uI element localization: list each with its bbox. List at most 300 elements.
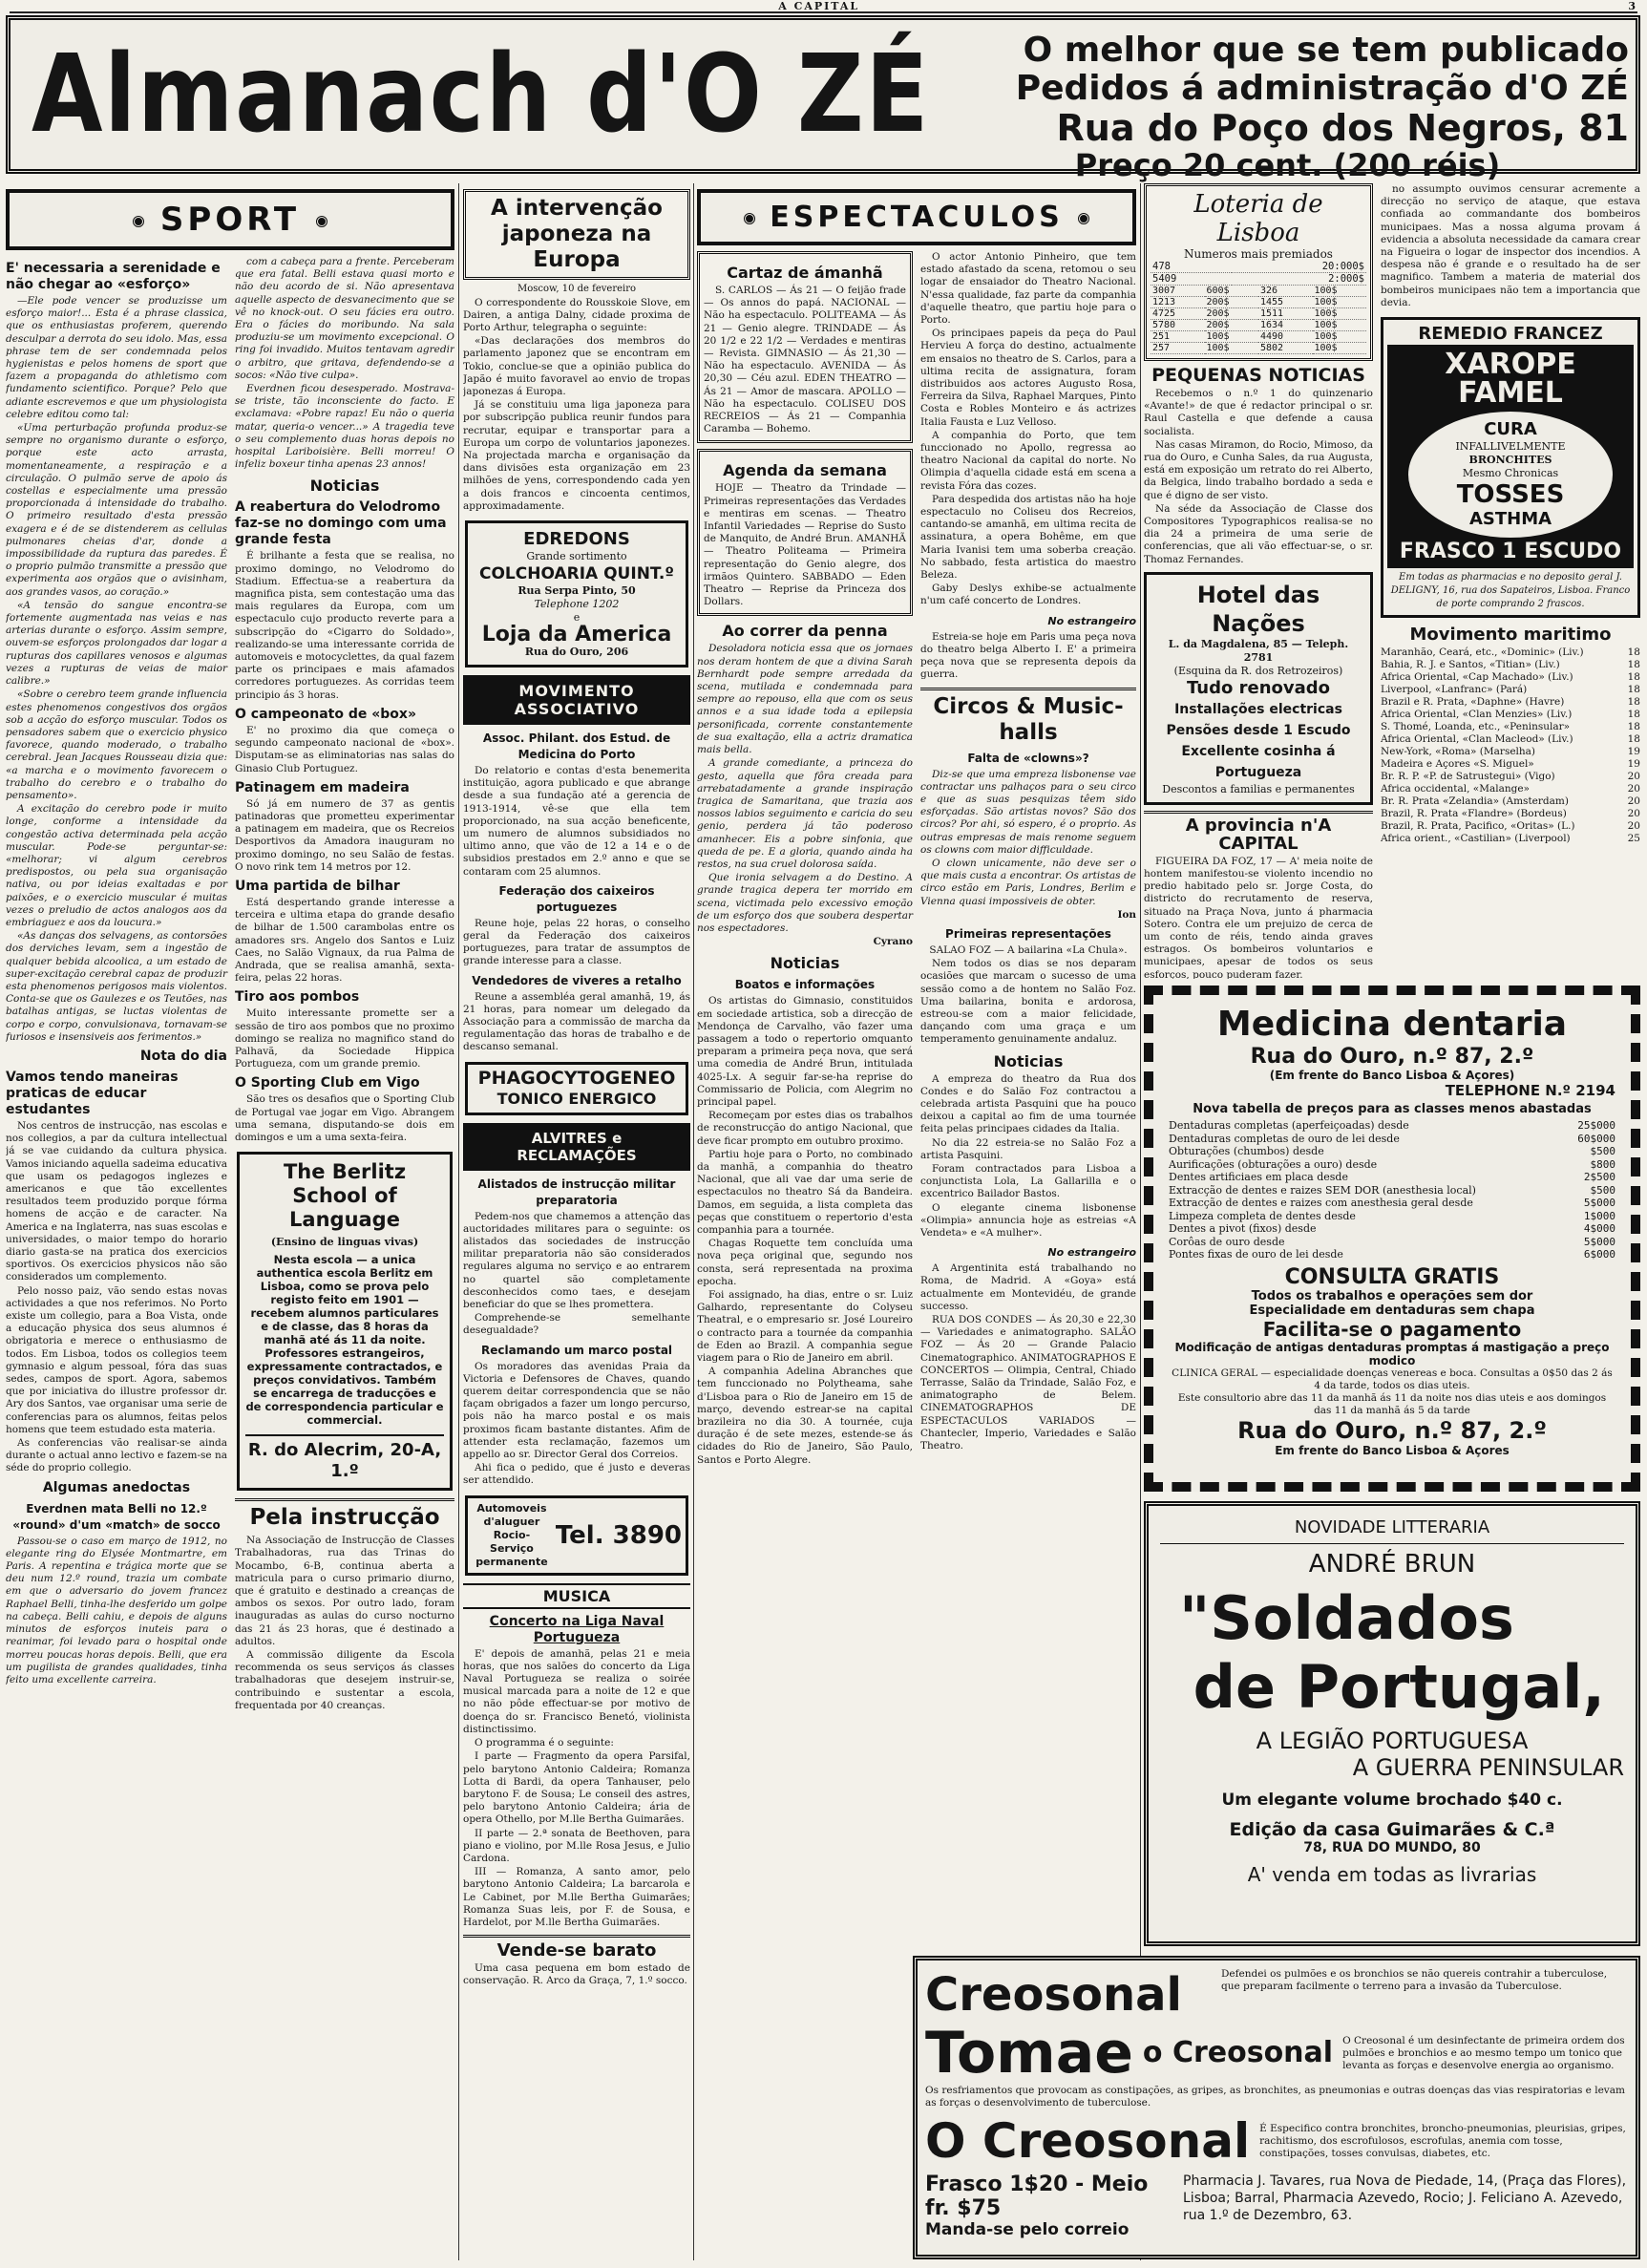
list-item xyxy=(1381,696,1640,709)
loteria-big-table xyxy=(1151,261,1366,286)
article-text: É brilhante a festa que se realisa, no proximo domingo, no Velodromo do Stadium. Effectua-se a reabertura da magnifica pista, sem contestação uma das mais regulares da Europa, com um espectaculo cujo producto reverte para a subscripção do «Cigarro do Soldado», realizando-se uma interessante corrida de automoveis e motocyclettes, da qual fazem parte os principaes e mais afamados corredores portuguezes. As corridas teem principio ás 3 horas. xyxy=(235,550,454,701)
espect-right xyxy=(920,251,1136,1468)
price-label: Dentes a pivot (fixos) desde xyxy=(1169,1222,1317,1235)
list-item xyxy=(1381,758,1640,771)
article-text: Recebemos o n.º 1 do quinzenario «Avante!» de que é redactor principal o sr. Raul Castella e que defende a causa socialista. xyxy=(1144,388,1373,437)
ad-line: É Especifico contra bronchites, broncho-pneumonias, pleurisias, gripes, rachitismo, dos escrofulosos, escrofulas, anemia com tosse, constipações, tosses convulsas, diabetes, etc. xyxy=(1259,2122,1626,2159)
ad-line: COLCHOARIA QUINT.º xyxy=(479,563,674,583)
article-title: E' necessaria a serenidade e não chegar ao «esforço» xyxy=(6,261,221,292)
article-title: Federação dos caixeiros portuguezes xyxy=(498,883,655,914)
ad-line: Descontos a familias e permanentes xyxy=(1162,782,1355,795)
ad-line: O Creosonal xyxy=(925,2113,1251,2169)
article-text: Comprehende-se semelhante desegualdade? xyxy=(463,1312,690,1337)
list-item xyxy=(1381,833,1640,845)
article-title: O campeonato de «box» xyxy=(235,706,416,722)
salao-title: SALAO FOZ — A bailarina «La Chula». xyxy=(929,943,1128,956)
ship-route: S. Thomé, Loanda, etc., «Peninsular» xyxy=(1381,721,1571,733)
list-item xyxy=(1381,684,1640,696)
ad-line: 78, RUA DO MUNDO, 80 xyxy=(1303,1840,1481,1855)
dental-horario: Este consultorio abre das 11 da manhã ás 11 da noite nos dias uteis e aos domingos das 11 da manhã ás 5 da tarde xyxy=(1177,1391,1607,1416)
bullet-icon xyxy=(743,212,756,225)
article-text: no assumpto ouvimos censurar acremente a direcção no serviço de ataque, que estava confiada ao commandante dos bombeiros municipaes. Mas a nossa alguma provam á evidencia a absoluta necessidade da camara crear na Figueira o logar de inspector dos incendios. A despesa não é grande e o resultado ha de ser magnifico. Tambem a materia de material dos bombeiros municipaes não tem a importancia que devia. xyxy=(1381,183,1640,308)
ad-line: e xyxy=(573,610,581,624)
article-text: A Argentinita está trabalhando no Roma, de Madrid. A «Goya» está actualmente em Montevidéu, de grande successo. xyxy=(920,1262,1136,1312)
musica-header: MUSICA xyxy=(463,1583,690,1609)
ship-day: 20 xyxy=(1627,820,1640,833)
article-text: Gaby Deslys exhibe-se actualmente n'um café concerto de Londres. xyxy=(920,583,1136,607)
ship-route: Brazil e R. Prata, «Daphne» (Havre) xyxy=(1381,696,1565,709)
primeiras-title: Primeiras representações xyxy=(945,926,1111,941)
article-text: «As danças dos selvagens, as contorsões dos derviches levam, sem a ingestão de qualquer bebida alcoolica, a um estado de super-excitação cerebral capaz de produzir esta phenomenos perigosos mais violentos. Conta-se que os Gaulezes e os Teutões, nas batalhas antigas, se luctas violentas de corpo e corpo, convulsionava, tornavam-se furiosos e insensiveis aos ferimentos.» xyxy=(6,930,227,1043)
price-row xyxy=(1169,1197,1615,1210)
berlitz-ad xyxy=(237,1152,453,1491)
price-row xyxy=(1169,1171,1615,1184)
table-row: 1213 200$ 1455 100$ xyxy=(1151,297,1366,308)
price-value: 60$000 xyxy=(1577,1132,1615,1145)
ship-route: Maranhão, Ceará, etc., «Dominic» (Liv.) xyxy=(1381,646,1584,659)
ship-day: 18 xyxy=(1627,721,1640,733)
price-label: Dentes artificiaes em placa desde xyxy=(1169,1171,1348,1183)
article-text: O programma é o seguinte: xyxy=(475,1737,614,1749)
japan-title: A intervenção japoneza na Europa xyxy=(463,189,690,280)
price-value: 1$000 xyxy=(1583,1209,1615,1222)
price-row xyxy=(1169,1145,1615,1158)
article-text: Nem todos os dias se nos deparam ocasiões que marcam o sucesso de uma sessão como a de hontem no Salão Foz. Uma bailarina, bonita e ardorosa, estreou-se com a maior felicidade, dançando com uma graça e um temperamento genuinamente andaluz. xyxy=(920,958,1136,1046)
sport-right xyxy=(235,256,454,1713)
article-text: Nos centros de instrucção, nas escolas e nos collegios, a par da cultura intellectual já se vae cuidando da cultura physica. Vamos iniciando aquella sadeima educativa que usam os pedagogos inglezes e americanos e que tão excellentes resultados teem produzido porque fórma homens de acção e de caracter. Na America e na Inglaterra, nas suas escolas e universidades, o maior tempo do horario diario gasta-se na pratica dos exercicios sportivos. Os exercicios physicos não são considerados um complemento. xyxy=(6,1119,227,1283)
noticias-title: Noticias xyxy=(770,954,840,973)
bullet-icon xyxy=(315,215,328,228)
article-text: A empreza do theatro da Rua dos Condes e do Salão Foz contractou a celebrada artista Pasquini que ha pouco deixou a capital ao fim de uma tournée feita pelas principaes cidades da Italia. xyxy=(920,1072,1136,1135)
ad-line: ANDRÉ BRUN xyxy=(1308,1550,1476,1579)
article-text: O elegante cinema lisbonense «Olimpia» annuncia hoje as estreias «A Vendeta» e «A mulher». xyxy=(920,1201,1136,1239)
ad-line: Installações electricas xyxy=(1174,701,1342,717)
list-item xyxy=(1381,646,1640,659)
article-text: «Sobre o cerebro teem grande influencia estes phenomenos congestivos dos orgãos sob a acção do esforço muscular. Todos os pensadores sabem que o exercicio physico favorece, quando moderado, o trabalho cerebral. Jean Jacques Rousseau dizia que: «a marcha e o movimento favorecem o trabalho do cerebro e o trabalho do pensamento». xyxy=(6,689,227,801)
ad-line: Pharmacia J. Tavares, rua Nova de Piedade, 14, (Praça das Flores), Lisboa; Barral, Pharmacia Azevedo, Rocio; J. Feliciano A. Azevedo, rua 1.º de Dezembro, 63. xyxy=(1183,2173,1627,2223)
article-text: Nas casas Miramon, do Rocio, Mimoso, da rua do Ouro, e Cunha Sales, da rua Augusta, está em exposição um retrato do rei Alberto, da Belgica, lindo trabalho bordado a seda e que é digno de ser visto. xyxy=(1144,438,1373,501)
list-item xyxy=(1381,808,1640,820)
espect-columns xyxy=(697,251,1136,1468)
bullet-icon xyxy=(1077,212,1090,225)
table-row: 478 20:000$ xyxy=(1152,261,1364,272)
article-text: A companhia do Porto, que tem funccionado no Apollo, regressa ao theatro Nacional da capital do norte. No Olimpia d'aquella cidade está em scena a revista Fóra das cozes. xyxy=(920,429,1136,492)
article-text: «A tensão do sangue encontra-se fortemente augmentada nas veias e nas arterias durante o esforço. Assim sempre, ouvem-se esforços prolongados dar logar a rupturas dos capillares venosos e algumas vezes a rupturas de veias de maior calibre.» xyxy=(6,599,227,688)
column-rule xyxy=(1140,183,1141,2260)
circos-title: Circos & Music-halls xyxy=(920,688,1136,746)
ship-day: 18 xyxy=(1627,659,1640,671)
creo-bottom xyxy=(925,2109,1628,2173)
signature: Cyrano xyxy=(873,936,913,948)
cartaz-box xyxy=(697,251,913,443)
loteria-box xyxy=(1144,183,1373,361)
banner-line2: Pedidos á administração d'O ZÉ xyxy=(1015,69,1629,108)
running-head xyxy=(10,0,1637,13)
price-label: Pontes fixas de ouro de lei desde xyxy=(1169,1248,1343,1261)
ship-day: 25 xyxy=(1627,833,1640,845)
banner-line3: Rua do Poço dos Negros, 81 xyxy=(1056,107,1629,149)
ad-line: Frasco 1$20 - Meio fr. $75 xyxy=(925,2173,1149,2220)
ad-line: "Soldados xyxy=(1179,1583,1514,1653)
ship-day: 18 xyxy=(1627,684,1640,696)
price-value: $500 xyxy=(1590,1145,1615,1157)
espect-left xyxy=(697,251,913,1468)
list-item xyxy=(1381,746,1640,758)
ad-line: ASTHMA xyxy=(1468,509,1552,530)
ad-line: EDREDONS xyxy=(523,528,630,549)
ad-line: CURA xyxy=(1484,419,1537,440)
dental-facil: Facilita-se o pagamento xyxy=(1262,1317,1522,1341)
price-value: 25$000 xyxy=(1577,1119,1615,1132)
article-title: Concerto na Liga Naval Portugueza xyxy=(489,1613,665,1645)
sport-columns xyxy=(6,256,454,1713)
ad-line: Defendei os pulmões e os bronchios se não quereis contrahir a tuberculose, que preparam facilmente o terreno para a invasão da Tuberculose. xyxy=(1221,1968,1608,1992)
list-item xyxy=(1381,709,1640,721)
list-item xyxy=(1381,659,1640,671)
dental-facil2: Modificação de antigas dentaduras promptas á mastigação a preço modico xyxy=(1174,1340,1610,1367)
table-row: 4725 200$ 1511 100$ xyxy=(1151,308,1366,320)
ship-day: 18 xyxy=(1627,709,1640,721)
noticias-title: Noticias xyxy=(993,1051,1064,1070)
agenda-title: Agenda da semana xyxy=(723,461,887,480)
article-text: No dia 22 estreia-se no Salão Foz a artista Pasquini. xyxy=(920,1136,1136,1161)
dental-clinica: CLINICA GERAL — especialidade doenças venereas e boca. Consultas a 0$50 das 2 ás 4 da tarde, todos os dias uteis. xyxy=(1172,1367,1613,1391)
ad-line: FRASCO 1 ESCUDO xyxy=(1399,540,1622,564)
column-loteria xyxy=(1144,183,1373,979)
dental-address2: (Em frente do Banco Lisboa & Açores) xyxy=(1269,1069,1515,1082)
article-text: Pedem-nos que chamemos a attenção das auctoridades militares para o seguinte: os alistados das sociedades de instrucção militar preparatoria não são considerados regulares alguma no serviço e ao entrarem no quartel são completamente desconhecidos como taes, e desejam beneficiar do que se lhes promettera. xyxy=(463,1210,690,1311)
article-text: Foram contractados para Lisboa a conjunctista Lola, La Gallarilla e o excentrico Bailador Bastos. xyxy=(920,1162,1136,1200)
creosonal-ad xyxy=(913,1956,1640,2259)
price-label: Obturações (chumbos) desde xyxy=(1169,1145,1324,1157)
ad-line: o Creosonal xyxy=(1142,2036,1334,2069)
price-row xyxy=(1169,1222,1615,1236)
price-value: 6$000 xyxy=(1583,1248,1615,1261)
ship-route: Africa Oriental, «Clan Macleod» (Liv.) xyxy=(1381,733,1573,746)
dental-gratis: CONSULTA GRATIS xyxy=(1284,1264,1500,1289)
banner-line4: Preço 20 cent. (200 réis) xyxy=(1074,147,1501,183)
ship-day: 20 xyxy=(1627,771,1640,783)
article-text: II parte — 2.ª sonata de Beethoven, para piano e violino, por M.lle Rosa Jesus, e Julio Cardona. xyxy=(463,1827,690,1864)
article-title: Alistados de instrucção militar preparatoria xyxy=(477,1176,676,1207)
movimento-list xyxy=(1381,646,1640,845)
ship-day: 20 xyxy=(1627,795,1640,808)
phagocytogeneo-ad xyxy=(465,1062,688,1115)
price-label: Corôas de ouro desde xyxy=(1169,1235,1285,1248)
article-text: O clown unicamente, não deve ser o que mais custa a encontrar. Os artistas de circo estão em Paris, Londres, Berlim e Vienna quasi impossiveis de obter. xyxy=(920,857,1136,907)
bullet-icon xyxy=(132,215,145,228)
ship-route: New-York, «Roma» (Marselha) xyxy=(1381,746,1536,758)
ship-day: 19 xyxy=(1627,758,1640,771)
article-text: Do relatorio e contas d'esta benemerita instituição, agora publicado e que abrange desde a sua fundação até a gerencia de 1913-1914, vê-se que ella tem proporcionado, na sua acção beneficente, um numero de alumnos subsidiados no ultimo anno, que vão de 12 a 14 e o de subsidios prestados em 2.º anno e que se contaram com 25 alumnos. xyxy=(463,764,690,878)
ship-day: 18 xyxy=(1627,696,1640,709)
dental-address4: Em frente do Banco Lisboa & Açores xyxy=(1275,1443,1510,1457)
ad-line: Os resfriamentos que provocam as constipações, as gripes, as bronchites, as pneumonias e outras doenças das vias respiratorias e levam as forças o desenvolvimento de tuberculose. xyxy=(925,2085,1625,2109)
article-text: Os principaes papeis da peça do Paul Hervieu A força do destino, actualmente em ensaios no theatro de S. Carlos, para a ultima recita de assignatura, foram distribuidos aos actores Augusto Rosa, Ferreira da Silva, Raphael Marques, Pinto Costa e Robles Monteiro e ás actrizes Italia Fausta e Luz Velloso. xyxy=(920,328,1136,428)
pequenas-title: PEQUENAS NOTICIAS xyxy=(1151,365,1365,386)
banner-line1: O melhor que se tem publicado xyxy=(1023,31,1629,70)
list-item xyxy=(1381,733,1640,746)
list-item xyxy=(1381,795,1640,808)
column-rule xyxy=(693,183,694,2260)
running-head-center: A CAPITAL xyxy=(778,0,860,12)
boatos-title: Boatos e informações xyxy=(734,978,876,992)
ad-line: TOSSES xyxy=(1456,480,1565,510)
article-text: Está despertando grande interesse a terceira e ultima etapa do grande desafio de bilhar de 1.500 carambolas entre os amadores srs. Angelo dos Santos e Luiz Caes, no Salão Vignaux, da rua Palma de Andrada, que se realisa amanhã, sexta-feira, pelas 22 horas. xyxy=(235,896,454,985)
article-text: As conferencias vão realisar-se ainda durante o actual anno lectivo e fazem-se na séde do proprio collegio. xyxy=(6,1437,228,1474)
article-text: RUA DOS CONDES — Ás 20,30 e 22,30 — Variedades e animatographo. SALÃO FOZ — Ás 20 — Grande Palacio Cinematographico. ANIMATOGRAPHOS E CONCERTOS — Olimpia, Central, Chiado Terrasse, Salão da Trindade, Salão Foz, e animatographo de Belem. CINEMATOGRAPHOS DE ESPECTACULOS VARIADOS — Chantecler, Imperio, Variedades e Salão Theatro. xyxy=(920,1314,1136,1452)
article-text: «Das declarações dos membros do parlamento japonez que se encontram em Tokio, conclue-se que a opinião publica do Japão é muito favoravel ao envio de tropas japonezas á Europa. xyxy=(463,335,690,397)
estrangeiro-title: No estrangeiro xyxy=(1047,1246,1136,1260)
ad-line: PHAGOCYTOGENEO xyxy=(477,1067,676,1089)
article-text: Muito interessante promette ser a sessão de tiro aos pombos que no proximo domingo se realiza no magnifico stand do Palhavã, da Sociedade Hippica Portugueza, com um grande premio. xyxy=(235,1007,454,1070)
article-text: Os moradores das avenidas Praia da Victoria e Defensores de Chaves, quando querem deitar correspondencia que se não façam obrigados a fazer um longo percurso, pois não ha marco postal e os mais proximos ficam bastante distantes. Afim de attender esta reclamação, fazemos um appello ao sr. Director Geral dos Correios. xyxy=(463,1360,690,1461)
article-text: A grande comediante, a princeza do gesto, aquella que fôra creada para arrebatadamente a grande inspiração tragica de Samaritana, que trazia aos nossos labios seguimento e caricia do seu genio, perdera já tão poderoso amanhecer. Eis a pobre sinfonia, que queda de pe. E a gloria, quando ainda ha restos, na sua cruel dolorosa saída. xyxy=(697,757,913,870)
clown-title: Falta de «clowns»? xyxy=(967,751,1089,765)
table-row: 3007 600$ 326 100$ xyxy=(1151,286,1366,297)
article-text: O correspondente do Rousskoie Slove, em Dairen, a antiga Dalny, cidade proxima de Porto Arthur, telegrapha o seguinte: xyxy=(463,296,690,333)
ship-route: Bahia, R. J. e Santos, «Titian» (Liv.) xyxy=(1381,659,1560,671)
ship-route: Africa orient., «Castilian» (Liverpool) xyxy=(1381,833,1571,845)
loteria-table xyxy=(1151,286,1366,354)
price-value: 4$000 xyxy=(1583,1222,1615,1235)
article-text: «Uma perturbação profunda produz-se sempre no organismo durante o esforço, porque este acto arrasta, momentaneamente, a respiração e a circulação. O pulmão serve de apoio ás costellas e especialmente uma pressão proporcionada á intensidade do trabalho. O primeiro resultado d'esta pressão exagera e é de se distenderem as cellulas pulmonares cheias d'ar, donde a impossibilidade da ruptura das paredes. É o proprio pulmão transmitte a pressão que experimenta aos orgãos que o avisinham, aos grandes vasos, ao coração.» xyxy=(6,422,227,598)
article-text: Para despedida dos artistas não ha hoje espectaculo no Coliseu dos Recreios, cantando-se amanhã, em ultima recita de assinatura, a opera Bohême, em que Maria Ivanisi tem uma soberba creação. No sabbado, festa artistica do maestro Beleza. xyxy=(920,493,1136,582)
section-header-espectaculos xyxy=(697,189,1136,245)
article-text: São tres os desafios que o Sporting Club de Portugal vae jogar em Vigo. Abrangem uma semana, disputando-se dois em domingos e um a uma sexta-feira. xyxy=(235,1093,454,1143)
dental-gratis3: Especialidade em dentaduras sem chapa xyxy=(1249,1303,1535,1318)
article-text: Os artistas do Gimnasio, constituidos em sociedade artistica, sob a direcção de Mendonça de Carvalho, vão fazer uma passagem a todo o repertorio omquanto preparam a primeira peça nova, que será uma comedia de André Brun, intitulada 4025-Lx. A seguir far-se-ha reprise do Commissario de Policia, com Alegrim no principal papel. xyxy=(697,995,913,1108)
price-value: 5$000 xyxy=(1583,1235,1615,1248)
article-text: Uma casa pequena em bom estado de conservação. R. Arco da Graça, 7, 1.º socco. xyxy=(463,1962,690,1987)
ship-route: Br. R. Prata «Zelandia» (Amsterdam) xyxy=(1381,795,1569,808)
column-rule xyxy=(458,183,459,2260)
price-label: Limpeza completa de dentes desde xyxy=(1169,1209,1356,1222)
dental-price-list xyxy=(1169,1119,1615,1261)
ship-route: Africa Oriental, «Cap Machado» (Liv.) xyxy=(1381,671,1573,684)
alvitres-header: ALVITRES e RECLAMAÇÕES xyxy=(463,1123,690,1171)
article-text: Pelo nosso paiz, vão sendo estas novas actividades a que nos referimos. No Porto existe um collegio, para a Boa Vista, onde a educação physica dos seus alumnos é obrigatoria e merece o enthusiasmo de todos. Em Lisboa, todos os collegios teem gymnasio e algum pessoal, fóra das suas sedes, campos de sport. Agora, sabemos que por iniciativa do illustre professor dr. Ary dos Santos, vae organisar uma serie de conferencias para os alumnos, feitas pelos homens que teem estudado esta materia. xyxy=(6,1284,227,1435)
ad-line: Excellente cosinha á Portugueza xyxy=(1181,743,1336,780)
movimento-associativo-header: MOVIMENTO ASSOCIATIVO xyxy=(463,675,690,725)
ship-day: 18 xyxy=(1627,646,1640,659)
article-text: I parte — Fragmento da opera Parsifal, pelo barytono Antonio Caldeira; Romanza Lotta di Bardi, da opera Tanhauser, pelo barytono F. de Sousa; Le conseil des astres, pelo barytono Antonio Caldeira; ária de opera Othello, por M.lle Bertha Guimarães. xyxy=(463,1750,690,1826)
ad-line: Edição da casa Guimarães & C.ª xyxy=(1229,1819,1555,1840)
edredons-ad xyxy=(465,520,688,668)
ship-route: Liverpool, «Lanfranc» (Pará) xyxy=(1381,684,1528,696)
dental-sub: Nova tabella de preços para as classes menos abastadas xyxy=(1193,1102,1592,1116)
ad-line: Mesmo Chronicas xyxy=(1462,467,1559,480)
ad-line: Tudo renovado xyxy=(1186,677,1331,698)
price-row xyxy=(1169,1119,1615,1133)
ad-line: Tomae xyxy=(925,2020,1133,2087)
column-news xyxy=(463,183,690,2260)
cartaz-title: Cartaz de ámanhã xyxy=(727,264,883,282)
ad-line: de Portugal, xyxy=(1193,1652,1605,1722)
price-label: Extracção de dentes e raizes com anesthesia geral desde xyxy=(1169,1197,1473,1209)
ship-route: Africa Oriental, «Clan Menzies» (Liv.) xyxy=(1381,709,1573,721)
dental-ad xyxy=(1144,986,1640,1492)
list-item xyxy=(1381,820,1640,833)
price-value: $500 xyxy=(1590,1183,1615,1197)
banner-right xyxy=(755,32,1629,182)
article-text: O actor Antonio Pinheiro, que tem estado afastado da scena, retomou o seu logar de ensaiador do Theatro Nacional. N'essa qualidade, faz parte da companhia d'aquelle theatro, que partiu hoje para o Porto. xyxy=(920,251,1136,327)
ad-line: Em todas as pharmacias e no deposito geral J. DELIGNY, 16, rua dos Sapateiros, Lisboa. Franco de porte comprando 2 frascos. xyxy=(1390,572,1631,610)
running-head-right: 3 xyxy=(1628,0,1637,12)
agenda-text: HOJE — Theatro da Trindade — Primeiras representações das Verdades e mentiras em scenas. — Theatro Infantil Variedades — Reprise do Susto de Manquito, de André Brun. AMANHÃ — Theatro Politeama — Primeira representação do Genio alegre, dos irmãos Quintero. SABBADO — Eden Theatro — Reprise da Princeza dos Dollars. xyxy=(704,482,906,608)
ship-day: 20 xyxy=(1627,808,1640,820)
price-row xyxy=(1169,1248,1615,1261)
ad-line: Creosonal xyxy=(925,1968,1182,2022)
ad-line: Rua Serpa Pinto, 50 xyxy=(517,583,636,597)
section-title: SPORT xyxy=(159,201,301,239)
price-label: Dentaduras completas de ouro de lei desde xyxy=(1169,1132,1400,1145)
ad-line: TONICO ENERGICO xyxy=(496,1089,657,1108)
article-text: Recomeçam por estes dias os trabalhos de reconstrucção do antigo Nacional, que deve ficar prompto em outubro proximo. xyxy=(697,1110,913,1147)
ad-line: Hotel das Nações xyxy=(1196,581,1320,637)
ship-day: 18 xyxy=(1627,733,1640,746)
article-title: O Sporting Club em Vigo xyxy=(235,1075,420,1092)
list-item xyxy=(1381,671,1640,684)
section-title: ESPECTACULOS xyxy=(770,201,1064,234)
movimento-title: Movimento maritimo xyxy=(1409,625,1612,646)
dental-address: Rua do Ouro, n.º 87, 2.º xyxy=(1250,1045,1534,1069)
article-title: Patinagem em madeira xyxy=(235,779,410,795)
list-item xyxy=(1381,721,1640,733)
ad-line: A' venda em todas as livrarias xyxy=(1247,1863,1537,1886)
article-text: com a cabeça para a frente. Perceberam que era fatal. Belli estava quasi morto e não deu acordo de si. Não apresentava aquelle aspecto de desvanecimento que se vê no knock-out. O seu fácies era outro. Era o fácies do moribundo. Na sala produziu-se um movimento excepcional. O ring foi invadido. Muitos tentavam agredir o arbitro, que gritava, defendendo-se a socos: «Não tive culpa». xyxy=(235,256,454,381)
provincia-title: A provincia n'A CAPITAL xyxy=(1144,811,1373,853)
xarope-panel xyxy=(1387,345,1634,568)
ship-day: 18 xyxy=(1627,671,1640,684)
article-text: Chagas Roquette tem concluída uma nova peça original que, segundo nos consta, será representada na proxima epocha. xyxy=(697,1238,913,1287)
price-label: Extracção de dentes e raizes SEM DOR (anesthesia local) xyxy=(1169,1183,1476,1197)
automoveis-ad xyxy=(465,1495,688,1576)
creo-mid xyxy=(925,2022,1628,2085)
loteria-sub: Numeros mais premiados xyxy=(1184,247,1333,261)
article-title: Vendedores de viveres a retalho xyxy=(472,973,682,987)
section-header-sport xyxy=(6,189,454,250)
article-text: E' no proximo dia que começa o segundo campeonato nacional de «box». Disputam-se as eliminatorias nas salas do Ginasio Club Portuguez. xyxy=(235,724,454,774)
price-value: $800 xyxy=(1590,1157,1615,1171)
anecdotes-title: Algumas anedoctas xyxy=(42,1479,191,1495)
berlitz-body: Nesta escola — a unica authentica escola Berlitz em Lisboa, como se prova pelo registo feito em 1901 — recebem alumnos particulares e de classe, das 8 horas da manhã até ás 11 da noite. Professores estrangeiros, expressamente contractados, e preços convidativos. Também se encarrega de traducções e de correspondencia particular e commercial. xyxy=(245,1253,444,1428)
agenda-box xyxy=(697,449,913,616)
berlitz-title: The Berlitz School of Language xyxy=(283,1160,407,1232)
article-text: Que ironia selvagem a do Destino. A grande tragica depera ter morrido em scena, victimada pelo excessivo emoção de um esforço dos que soubera despertar nos espectadores. xyxy=(697,872,913,934)
ad-line: Telephone 1202 xyxy=(534,597,620,610)
article-text: Everdnen ficou desesperado. Mostrava-se triste, tão inconsciente do facto. E exclamava: «Pobre rapaz! Eu não o queria matar, queria-o vencer...» A tragedia teve o seu complemento duas horas depois no hospital Lariboisière. Belli morreu! O infeliz boxeur tinha apenas 23 annos! xyxy=(235,383,454,471)
ad-line: L. da Magdalena, 85 — Teleph. 2781 xyxy=(1168,637,1349,664)
article-text: Na Associação de Instrucção de Classes Trabalhadoras, rua das Trinas do Mocambo, 6-B, continua aberta a matricula para o curso primario diurno, que é gratuito e destinado a creanças de ambos os sexos. Por outro lado, foram inauguradas as aulas do curso nocturno das 21 ás 23 horas, que é destinado a adultos. xyxy=(235,1535,454,1647)
ship-route: Br. R. P. «P. de Satrustegui» (Vigo) xyxy=(1381,771,1555,783)
dental-title: Medicina dentaria xyxy=(1216,1005,1568,1044)
berlitz-sub: (Ensino de linguas vivas) xyxy=(270,1236,419,1249)
ad-line: A GUERRA PENINSULAR xyxy=(1352,1754,1624,1781)
article-title: Tiro aos pombos xyxy=(235,989,360,1006)
price-row xyxy=(1169,1158,1615,1172)
article-text: Diz-se que uma empreza lisbonense vae contractar uns palhaços para o seu circo e que as suas pesquizas têem sido esforçadas. São artistas novos? São dos circos? Por ahi, só espero, é o proprio. As outras empresas de mais renome seguem os clowns com maior difficuldade. xyxy=(920,768,1136,856)
cartaz-text: S. CARLOS — Ás 21 — O feijão frade — Os annos do papá. NACIONAL — Não ha espectaculo. POLITEAMA — Ás 21 — Genio alegre. TRINDADE — Ás 20 1/2 e 22 1/2 — Verdades e mentiras — Revista. GIMNASIO — Ás 21,30 — Não ha espectaculo. AVENIDA — Ás 20,30 — Céu azul. EDEN THEATRO — Ás 21 — Amor de mascara. APOLLO — Não ha espectaculo. COLISEU DOS RECREIOS — Ás 21 — Companhia Caramba — Bohemo. xyxy=(704,285,906,435)
article-text: Reune hoje, pelas 22 horas, o conselho geral da Federação dos caixeiros portuguezes, para tratar de assumptos de grande interesse para a classe. xyxy=(463,917,690,967)
ad-line: A LEGIÃO PORTUGUESA xyxy=(1256,1727,1529,1754)
noticias-sub: A reabertura do Velodromo faz-se no domingo com uma grande festa xyxy=(235,499,447,548)
creo-footer xyxy=(925,2173,1628,2239)
dental-phone: TELEPHONE N.º 2194 xyxy=(1445,1082,1615,1099)
price-row xyxy=(1169,1184,1615,1198)
dental-address3: Rua do Ouro, n.º 87, 2.º xyxy=(1237,1416,1547,1444)
ad-line: Loja da America xyxy=(481,622,672,646)
ad-line: O Creosonal é um desinfectante de primeira ordem dos pulmões e bronchios e ao mesmo tempo um tonico que levanta as forças e desenvolve energia ao organismo. xyxy=(1342,2034,1625,2071)
correr-title: Ao correr da penna xyxy=(722,622,888,641)
ad-line: Um elegante volume brochado $40 c. xyxy=(1221,1791,1563,1810)
column-espectaculos xyxy=(697,183,1136,2260)
banner-almanach xyxy=(6,15,1640,183)
article-text: A excitação do cerebro pode ir muito longe, conforme a intensidade da congestão activa determinada pela acção muscular. Pode-se perguntar-se: «melhorar; vi algum cerebros predispostos, ou pela sua organisação nativa, ou por ideias exaltadas e por paixões, e o exercicio muscular é muitas vezes o preludio de actos analogos aos da embriaguez e aos da loucura.» xyxy=(6,803,227,928)
list-item xyxy=(1381,783,1640,795)
sport-left xyxy=(6,256,227,1713)
ad-line: Grande sortimento xyxy=(526,549,627,562)
article-text: Na séde da Associação de Classe dos Compositores Typographicos realisa-se no dia 24 a primeira de uma serie de conferencias, que ali vão effectuar-se, o sr. Thomaz Fernandes. xyxy=(1144,502,1373,565)
article-text: A commissão diligente da Escola recommenda os seus serviços ás classes trabalhadoras que desejem instruir-se, contribuindo e sustentar a escola, frequentada por 40 creanças. xyxy=(235,1649,454,1711)
ship-route: Brazil, R. Prata, Pacifico, «Oritas» (L.) xyxy=(1381,820,1575,833)
article-text: E' depois de amanhã, pelas 21 e meia horas, que nos salões do concerto da Liga Naval Portugueza se realiza o soirée musical marcada para a noite de 12 e que no não pôde effectuar-se por motivo de doença do sr. Francisco Benetó, violinista distinctissimo. xyxy=(463,1647,690,1735)
ship-route: Brazil, R. Prata «Flandre» (Bordeus) xyxy=(1381,808,1567,820)
table-row: 257 100$ 5802 100$ xyxy=(1151,343,1366,354)
price-value: 5$000 xyxy=(1583,1197,1615,1209)
ad-line: XAROPE FAMEL xyxy=(1445,348,1576,411)
article-text: —Ele pode vencer se produzisse um esforço maior!... Esta é a phrase classica, que os enthusiastas proferem, querendo desculpar a derrota do seu idolo. Mas, essa phrase tem de ser condemnada pelos hygienistas e pelos homens de sport que fazem a propaganda do athletismo com fundamento scientifico. Porque? Pelo que adiante escrevemos e que um physiologista celebre editou como tal: xyxy=(6,295,227,420)
ship-day: 20 xyxy=(1627,783,1640,795)
price-value: 2$500 xyxy=(1583,1171,1615,1183)
ad-line: Manda-se pelo correio xyxy=(925,2220,1130,2239)
price-row xyxy=(1169,1236,1615,1249)
ship-route: Madeira e Açores «S. Miguel» xyxy=(1381,758,1534,771)
banner-title: Almanach d'O ZÉ xyxy=(32,32,930,157)
article-text: Foi assignado, ha dias, entre o sr. Luiz Galhardo, representante do Colyseu Theatral, e o empresario sr. José Loureiro o contracto para a tournée da companhia de Eden ao Brazil. A companhia segue viagem para o Rio de Janeiro em abril. xyxy=(697,1289,913,1365)
ad-line: Rua do Ouro, 206 xyxy=(524,645,629,658)
article-text: III — Romanza, A santo amor, pelo barytono Antonio Caldeira; La barcarola e Le Cabinet, por M.lle Bertha Guimarães; Romanza Suas leis, por F. de Sousa, e Hardelot, por M.lle Bertha Guimarães. xyxy=(463,1866,690,1928)
ad-line: BRONCHITES xyxy=(1468,454,1552,467)
anecdotes-sub: Everdnen mata Belli no 12.º «round» d'um «match» de socco xyxy=(12,1501,221,1532)
article-title: Reclamando um marco postal xyxy=(480,1343,673,1357)
ad-line: Rocio-Serviço permanente xyxy=(475,1528,548,1568)
article-text: Estreia-se hoje em Paris uma peça nova do theatro belga Alberto I. E' a primeira peça nova que se representa depois da guerra. xyxy=(920,630,1136,681)
article-text: Partiu hoje para o Porto, no combinado da manhã, a companhia do theatro Nacional, que ali vae dar uma serie de espectaculos no theatro Sá da Bandeira. Damos, em seguida, a lista completa das peças que constituem o repertorio d'esta companhia para a tournée. xyxy=(697,1148,913,1236)
table-row: 5409 2:000$ xyxy=(1152,273,1364,285)
article-text: FIGUEIRA DA FOZ, 17 — A' meia noite de hontem manifestou-se violento incendio no predio habitado pelo sr. Jorge Costa, do districto do recrutamento de reserva, situado na Praça Nova, junto á pharmacia Sotero. Contra ele um prejuizo de cerca de um conto de réis, tendo ainda graves estragos. Os bombeiros voluntarios e municipaes, apesar de todos os seus esforços, pouco puderam fazer. xyxy=(1144,855,1373,979)
price-row xyxy=(1169,1133,1615,1146)
table-row: 251 100$ 4490 100$ xyxy=(1151,331,1366,343)
ad-line: Automoveis d'aluguer xyxy=(476,1501,547,1528)
price-row xyxy=(1169,1210,1615,1223)
ad-line: Pensões desde 1 Escudo xyxy=(1166,722,1351,738)
pela-title: Pela instrucção xyxy=(235,1498,454,1531)
list-item xyxy=(1381,771,1640,783)
article-text: Passou-se o caso em março de 1912, no elegante ring do Elysée Montmartre, em Paris. A repentina e trágica morte que se deu num 12.º round, trazia um combate em que o adversario do jovem francez Raphael Belli, tinha-lhe desferido um golpe na cabeça. Belli cahiu, e depois de alguns minutos de esforços inuteis para o reanimar, foi levado para o hospital onde morreu poucas horas depois. Belli, que era um pugilista de grandes qualidades, tinha feito uma excellente carreira. xyxy=(6,1535,227,1685)
ad-line: INFALLIVELMENTE xyxy=(1455,440,1566,454)
vende-title: Vende-se barato xyxy=(463,1935,690,1960)
ad-line: REMEDIO FRANCEZ xyxy=(1418,324,1603,345)
article-title: Uma partida de bilhar xyxy=(235,878,400,894)
noticias-title: Noticias xyxy=(309,477,380,496)
estrangeiro-title: No estrangeiro xyxy=(1047,614,1136,627)
hotel-ad xyxy=(1144,572,1373,805)
article-text: Ahi fica o pedido, que é justo e deveras ser attendido. xyxy=(463,1462,690,1487)
price-label: Aurificações (obturações a ouro) desde xyxy=(1169,1157,1378,1171)
article-title: Vamos tendo maneiras praticas de educar estudantes xyxy=(6,1069,179,1117)
article-text: Reune a assembléa geral amanhã, 19, ás 21 horas, para nomear um delegado da Associação para a commissão de marcha da regulamentação das horas de trabalho e de descanso semanal. xyxy=(463,990,690,1053)
